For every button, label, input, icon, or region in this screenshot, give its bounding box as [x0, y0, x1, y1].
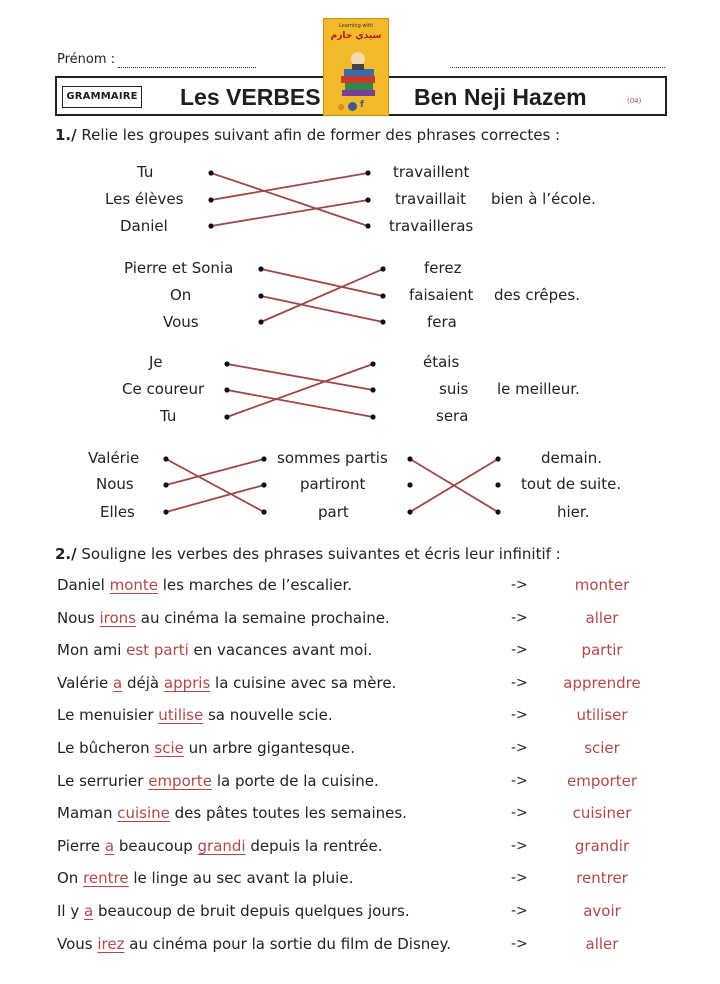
link-line-g2-2: [261, 269, 383, 322]
arrow: ->: [511, 675, 528, 691]
sentence-text: le linge au sec avant la pluie.: [128, 869, 354, 887]
g2-left-1: On: [170, 286, 192, 304]
arrow: ->: [511, 610, 528, 626]
sentence-text: la porte de la cuisine.: [212, 772, 379, 790]
link-line-g4-left-2: [166, 485, 264, 512]
sentence-text: la cuisine avec sa mère.: [210, 674, 397, 692]
link-line-g3-2: [227, 364, 373, 417]
sentence-text: beaucoup de bruit depuis quelques jours.: [93, 902, 410, 920]
dot-g4-b-1: [261, 482, 266, 487]
g3-left-2: Tu: [160, 407, 177, 425]
underlined-verb: a: [84, 902, 94, 920]
dot-left-g3-1: [224, 387, 229, 392]
infinitive-answer: cuisiner: [572, 804, 632, 822]
dot-g4-b-0: [261, 456, 266, 461]
arrow: ->: [511, 805, 528, 821]
underlined-verb: irons: [99, 609, 137, 627]
g1-right-0: travaillent: [393, 163, 470, 181]
author-name: Ben Neji Hazem: [414, 84, 587, 110]
underlined-verb: cuisine: [117, 804, 170, 822]
sentence-text: On: [57, 869, 84, 887]
dot-g4-b-2: [261, 509, 266, 514]
g1-left-0: Tu: [137, 163, 154, 181]
sentence-row: [57, 902, 410, 920]
sentence-text: en vacances avant moi.: [188, 641, 373, 659]
arrow: ->: [511, 740, 528, 756]
link-line-g1-2: [211, 200, 368, 226]
sentence-row: [57, 837, 383, 855]
g2-left-2: Vous: [163, 313, 199, 331]
link-line-g3-1: [227, 390, 373, 417]
sentence-text: Il y: [57, 902, 85, 920]
sentence-row: [57, 739, 355, 757]
sentence-text: Daniel: [57, 576, 110, 594]
link-line-g4-left-1: [166, 459, 264, 485]
link-line-g2-1: [261, 296, 383, 322]
sentence-text: Pierre: [57, 837, 105, 855]
sentence-row: [57, 772, 379, 790]
g2-left-0: Pierre et Sonia: [124, 259, 234, 277]
underlined-verb: utilise: [158, 706, 204, 724]
infinitive-answer: aller: [585, 935, 619, 953]
infinitive-answer: rentrer: [576, 869, 628, 887]
infinitive-answer: emporter: [567, 772, 637, 790]
sentence-row: [57, 935, 451, 953]
infinitive-answer: utiliser: [576, 706, 628, 724]
dot-left-g2-1: [258, 293, 263, 298]
dot-left-g2-0: [258, 266, 263, 271]
link-line-g3-0: [227, 364, 373, 390]
g1-right-1: travaillait: [395, 190, 467, 208]
dot-right-g1-1: [365, 197, 370, 202]
underlined-verb: est parti: [126, 641, 189, 659]
g3-right-0: étais: [423, 353, 460, 371]
infinitive-answer: avoir: [583, 902, 621, 920]
g2-right-1: faisaient: [409, 286, 474, 304]
dot-left-g1-1: [208, 197, 213, 202]
g3-left-0: Je: [149, 353, 163, 371]
sentence-text: un arbre gigantesque.: [183, 739, 355, 757]
dot-right-g3-1: [370, 387, 375, 392]
exercise2-number: 2./: [55, 545, 77, 563]
g2-right-2: fera: [427, 313, 457, 331]
dot-right-g2-0: [380, 266, 385, 271]
dot-g4-d-0: [495, 456, 500, 461]
arrow: ->: [511, 577, 528, 593]
sheet-number: (04): [627, 97, 642, 105]
g3-complement: le meilleur.: [497, 380, 580, 398]
sentence-text: les marches de l’escalier.: [158, 576, 353, 594]
sentence-text: au cinéma pour la sortie du film de Disney.: [124, 935, 451, 953]
sentence-text: déjà: [122, 674, 164, 692]
dot-g4-a-2: [163, 509, 168, 514]
infinitive-answer: aller: [585, 609, 619, 627]
link-line-g4-left-0: [166, 459, 264, 512]
dot-left-g3-2: [224, 414, 229, 419]
dot-right-g1-2: [365, 223, 370, 228]
infinitive-answer: grandir: [574, 837, 630, 855]
g4-left-2: Elles: [100, 503, 135, 521]
dot-g4-c-1: [407, 482, 412, 487]
g4-mid-1: partiront: [300, 475, 366, 493]
arrow: ->: [511, 903, 528, 919]
g4-left-1: Nous: [96, 475, 134, 493]
sentence-text: Le serrurier: [57, 772, 149, 790]
arrow: ->: [511, 773, 528, 789]
exercise1-number: 1./: [55, 126, 77, 144]
dot-g4-c-0: [407, 456, 412, 461]
sentence-row: [57, 869, 353, 887]
g2-right-0: ferez: [424, 259, 462, 277]
logo-text-1: Learning with: [339, 23, 373, 29]
sentence-text: sa nouvelle scie.: [203, 706, 333, 724]
g4-right-1: tout de suite.: [521, 475, 622, 493]
instagram-icon: ◎: [338, 103, 345, 111]
g4-mid-2: part: [318, 503, 349, 521]
dot-g4-a-0: [163, 456, 168, 461]
sentence-row: [57, 576, 352, 594]
underlined-verb: a: [104, 837, 115, 855]
sentence-row: [57, 609, 390, 627]
link-line-g1-0: [211, 173, 368, 226]
dot-g4-a-1: [163, 482, 168, 487]
arrow: ->: [511, 707, 528, 723]
g1-left-1: Les élèves: [105, 190, 184, 208]
dot-g4-d-1: [495, 482, 500, 487]
sentence-text: Le bûcheron: [57, 739, 155, 757]
infinitive-answer: monter: [574, 576, 630, 594]
underlined-verb: monte: [109, 576, 158, 594]
arrow: ->: [511, 870, 528, 886]
underlined-verb: a: [113, 674, 123, 692]
exercise1-text: Relie les groupes suivant afin de former des phrases correctes :: [81, 126, 561, 144]
exercise2-text: Souligne les verbes des phrases suivantes et écris leur infinitif :: [81, 545, 561, 563]
link-line-g2-0: [261, 269, 383, 296]
sentence-row: [57, 641, 372, 659]
link-line-g1-1: [211, 173, 368, 200]
sentence-text: Maman: [57, 804, 118, 822]
sentence-row: [57, 804, 407, 822]
exercise2-instruction: [55, 545, 561, 563]
g3-right-1: suis: [439, 380, 469, 398]
arrow: ->: [511, 642, 528, 658]
underlined-verb: rentre: [83, 869, 129, 887]
dot-right-g1-0: [365, 170, 370, 175]
sentence-row: [57, 706, 333, 724]
dot-left-g3-0: [224, 361, 229, 366]
sentence-text: Le menuisier: [57, 706, 159, 724]
sentence-text: des pâtes toutes les semaines.: [169, 804, 407, 822]
g3-left-1: Ce coureur: [122, 380, 205, 398]
infinitive-answer: scier: [584, 739, 620, 757]
sentence-text: depuis la rentrée.: [245, 837, 383, 855]
underlined-verb: scie: [154, 739, 184, 757]
g1-right-2: travailleras: [389, 217, 474, 235]
dot-right-g3-2: [370, 414, 375, 419]
dot-left-g1-0: [208, 170, 213, 175]
dot-right-g2-2: [380, 319, 385, 324]
g4-left-0: Valérie: [88, 449, 140, 467]
g4-right-2: hier.: [557, 503, 590, 521]
sentence-text: beaucoup: [114, 837, 198, 855]
prenom-label: Prénom :: [57, 52, 116, 67]
arrow: ->: [511, 936, 528, 952]
arrow: ->: [511, 838, 528, 854]
sentence-text: Mon ami: [57, 641, 127, 659]
grammaire-tag: GRAMMAIRE: [62, 86, 142, 108]
infinitive-answer: partir: [581, 641, 623, 659]
dot-g4-d-2: [495, 509, 500, 514]
underlined-verb: grandi: [197, 837, 246, 855]
dot-right-g3-0: [370, 361, 375, 366]
g4-mid-0: sommes partis: [277, 449, 388, 467]
sentence-text: Valérie: [57, 674, 114, 692]
dot-left-g1-2: [208, 223, 213, 228]
sentence-row: [57, 674, 396, 692]
sentence-text: au cinéma la semaine prochaine.: [136, 609, 390, 627]
g3-right-2: sera: [436, 407, 469, 425]
g1-complement: bien à l’école.: [491, 190, 596, 208]
g1-left-2: Daniel: [120, 217, 168, 235]
sentence-text: Nous: [57, 609, 100, 627]
facebook-icon: f: [360, 100, 364, 110]
underlined-verb: emporte: [148, 772, 213, 790]
infinitive-answer: apprendre: [563, 674, 641, 692]
dot-right-g2-1: [380, 293, 385, 298]
logo-text-2: سيدي حازم: [330, 31, 382, 41]
page-title: Les VERBES: [180, 84, 321, 110]
g2-complement: des crêpes.: [494, 286, 580, 304]
g4-right-0: demain.: [541, 449, 602, 467]
underlined-verb: irez: [97, 935, 125, 953]
sentence-text: Vous: [57, 935, 98, 953]
dot-g4-c-2: [407, 509, 412, 514]
dot-left-g2-2: [258, 319, 263, 324]
underlined-verb: appris: [163, 674, 211, 692]
